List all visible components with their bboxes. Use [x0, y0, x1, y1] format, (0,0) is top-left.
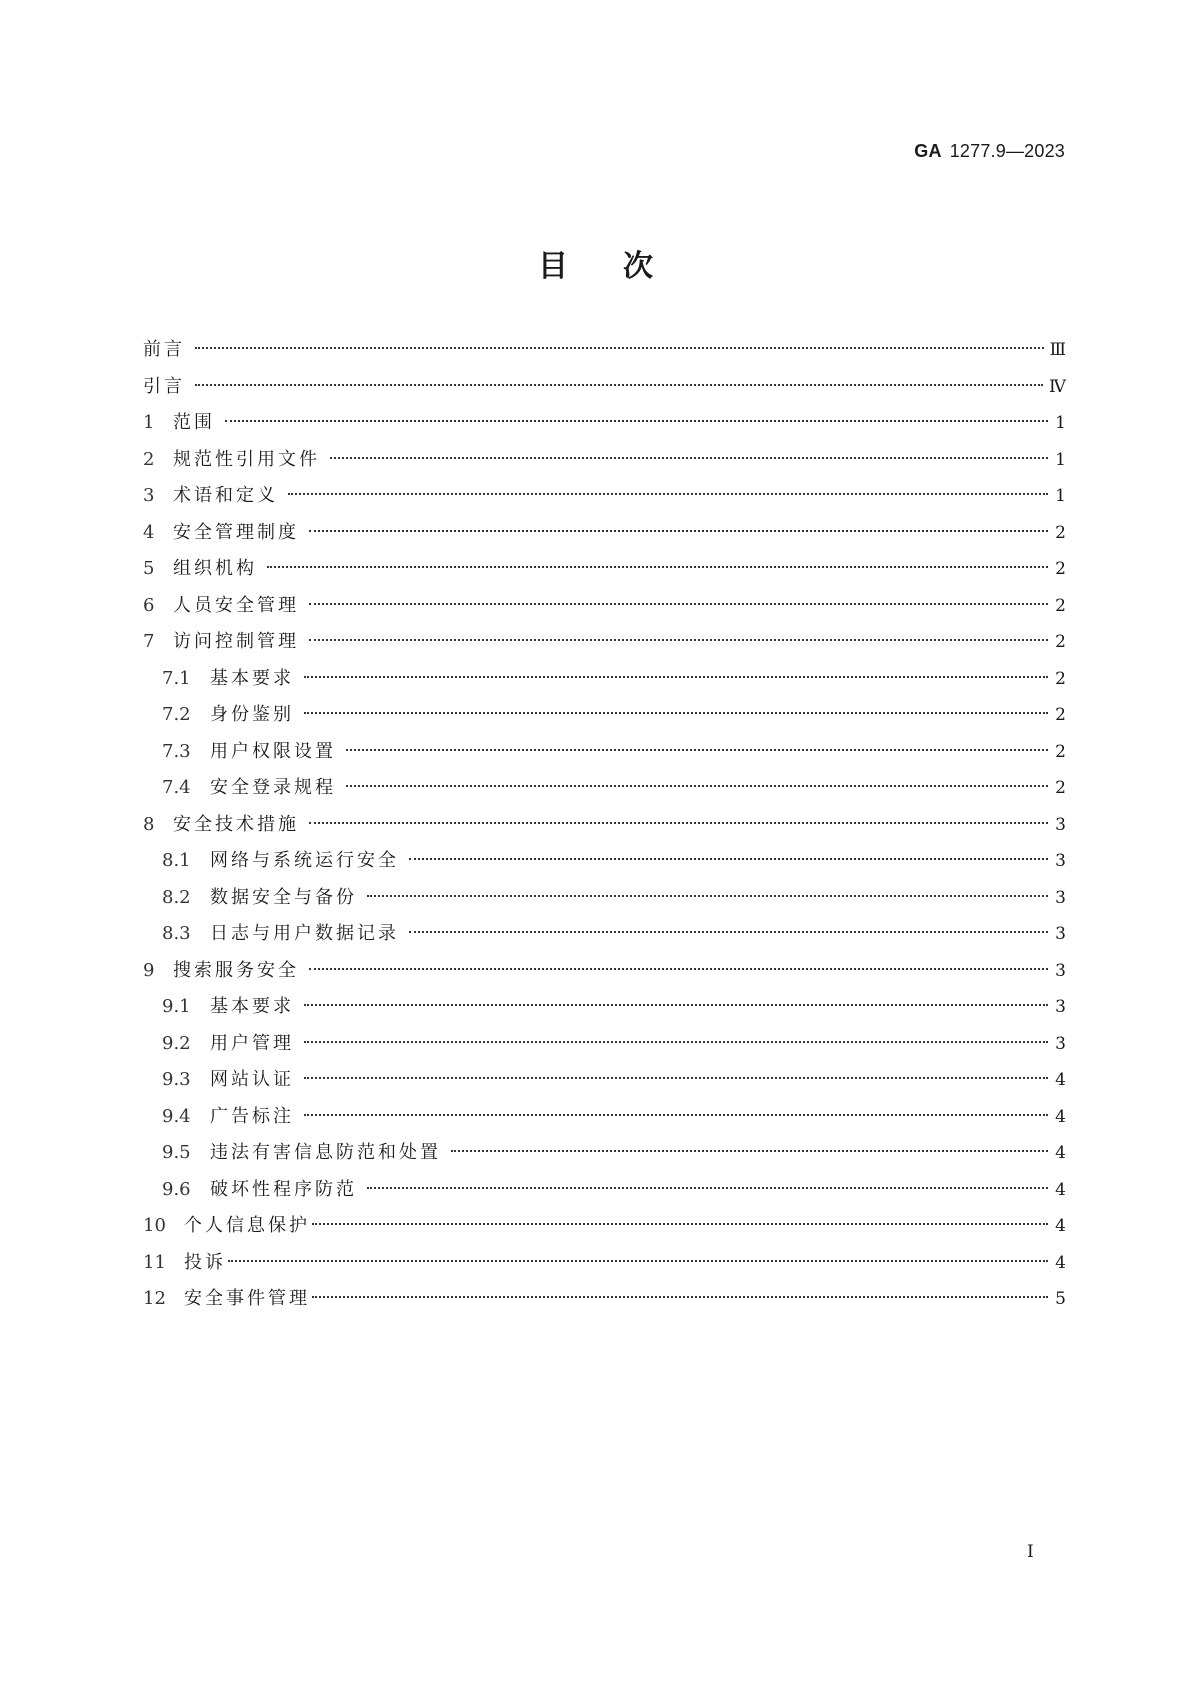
dot-leader — [228, 1260, 1048, 1262]
toc-label: 访问控制管理 — [173, 631, 299, 652]
table-of-contents — [143, 338, 1066, 1324]
dot-leader — [367, 895, 1048, 897]
toc-number: 7.4 — [162, 777, 191, 798]
toc-page: 4 — [1055, 1143, 1066, 1163]
toc-entry-9-3[interactable] — [143, 1068, 1066, 1105]
dot-leader — [409, 858, 1048, 860]
toc-label: 广告标注 — [210, 1105, 294, 1127]
toc-entry-8[interactable] — [143, 813, 1066, 850]
toc-number: 9.5 — [162, 1142, 191, 1163]
dot-leader — [195, 347, 1044, 349]
dot-leader — [309, 968, 1048, 970]
toc-page: Ⅲ — [1049, 340, 1066, 360]
toc-page: 3 — [1055, 851, 1066, 871]
toc-number: 9.1 — [162, 996, 191, 1017]
dot-leader — [330, 457, 1048, 459]
toc-entry-9-2[interactable] — [143, 1032, 1066, 1069]
toc-page: 4 — [1055, 1106, 1066, 1127]
toc-label: 用户权限设置 — [210, 740, 336, 762]
dot-leader — [195, 384, 1043, 386]
toc-label: 安全事件管理 — [184, 1288, 310, 1309]
toc-page: 2 — [1055, 632, 1066, 652]
toc-page: 3 — [1055, 960, 1066, 981]
toc-entry-6[interactable] — [143, 594, 1066, 631]
toc-label: 人员安全管理 — [173, 594, 299, 616]
toc-entry-7-4[interactable] — [143, 776, 1066, 813]
toc-number: 8 — [143, 813, 155, 835]
toc-page: 5 — [1055, 1289, 1066, 1309]
toc-entry-7-1[interactable] — [143, 667, 1066, 704]
toc-page: Ⅳ — [1049, 376, 1066, 397]
dot-leader — [312, 1296, 1048, 1298]
toc-label: 基本要求 — [210, 996, 294, 1017]
toc-entry-7[interactable] — [143, 630, 1066, 667]
dot-leader — [367, 1187, 1048, 1189]
toc-label: 破坏性程序防范 — [210, 1178, 357, 1200]
toc-entry-8-3[interactable] — [143, 922, 1066, 959]
toc-label: 基本要求 — [210, 667, 294, 689]
toc-entry-9-6[interactable] — [143, 1178, 1066, 1215]
dot-leader — [304, 1114, 1048, 1116]
dot-leader — [304, 712, 1048, 714]
toc-entry-foreword[interactable] — [143, 338, 1066, 375]
toc-entry-2[interactable] — [143, 448, 1066, 485]
dot-leader — [309, 822, 1048, 824]
toc-entry-12[interactable] — [143, 1287, 1066, 1324]
toc-page: 4 — [1055, 1070, 1066, 1090]
dot-leader — [304, 1077, 1048, 1079]
toc-label: 网站认证 — [210, 1069, 294, 1090]
toc-number: 8.2 — [162, 886, 191, 908]
toc-number: 7 — [143, 631, 155, 652]
dot-leader — [267, 566, 1048, 568]
toc-number: 9.2 — [162, 1032, 191, 1054]
toc-page: 2 — [1055, 595, 1066, 616]
toc-number: 3 — [143, 485, 155, 506]
dot-leader — [451, 1150, 1048, 1152]
toc-entry-8-2[interactable] — [143, 886, 1066, 923]
toc-label: 日志与用户数据记录 — [210, 923, 399, 944]
toc-number: 7.3 — [162, 740, 191, 762]
standard-prefix: GA — [914, 141, 942, 161]
dot-leader — [304, 1004, 1048, 1006]
toc-page: 2 — [1055, 522, 1066, 543]
toc-entry-8-1[interactable] — [143, 849, 1066, 886]
standard-number: 1277.9—2023 — [949, 141, 1065, 161]
toc-page: 2 — [1055, 559, 1066, 579]
toc-page: 2 — [1055, 778, 1066, 798]
toc-label: 规范性引用文件 — [173, 448, 320, 470]
toc-label: 安全登录规程 — [210, 777, 336, 798]
toc-entry-9-4[interactable] — [143, 1105, 1066, 1142]
toc-page: 3 — [1055, 887, 1066, 908]
toc-page: 3 — [1055, 814, 1066, 835]
toc-page: 2 — [1055, 741, 1066, 762]
toc-entry-1[interactable] — [143, 411, 1066, 448]
toc-label: 网络与系统运行安全 — [210, 850, 399, 871]
toc-number: 9.4 — [162, 1105, 191, 1127]
toc-number: 8.3 — [162, 923, 191, 944]
toc-page: 3 — [1055, 1033, 1066, 1054]
toc-label: 数据安全与备份 — [210, 886, 357, 908]
toc-label: 违法有害信息防范和处置 — [210, 1142, 441, 1163]
dot-leader — [312, 1223, 1048, 1225]
toc-label: 用户管理 — [210, 1032, 294, 1054]
standard-code — [914, 141, 1065, 162]
toc-label: 引言 — [143, 375, 185, 397]
toc-number: 9 — [143, 959, 155, 981]
toc-label: 身份鉴别 — [210, 704, 294, 725]
toc-entry-7-3[interactable] — [143, 740, 1066, 777]
toc-entry-5[interactable] — [143, 557, 1066, 594]
toc-number: 12 — [143, 1288, 166, 1309]
page-title: 目次 — [538, 249, 708, 284]
dot-leader — [309, 603, 1048, 605]
toc-page: 1 — [1055, 413, 1066, 433]
toc-page: 4 — [1055, 1252, 1066, 1273]
toc-page: 1 — [1055, 449, 1066, 470]
footer-page-number: I — [1027, 1542, 1034, 1562]
toc-entry-11[interactable] — [143, 1251, 1066, 1288]
toc-number: 11 — [143, 1251, 166, 1273]
toc-number: 9.3 — [162, 1069, 191, 1090]
dot-leader — [304, 1041, 1048, 1043]
toc-page: 4 — [1055, 1216, 1066, 1236]
toc-entry-4[interactable] — [143, 521, 1066, 558]
toc-entry-3[interactable] — [143, 484, 1066, 521]
dot-leader — [346, 749, 1048, 751]
toc-number: 8.1 — [162, 850, 191, 871]
toc-entry-introduction[interactable] — [143, 375, 1066, 412]
toc-number: 2 — [143, 448, 155, 470]
toc-page: 3 — [1055, 997, 1066, 1017]
toc-number: 1 — [143, 412, 155, 433]
dot-leader — [346, 785, 1048, 787]
toc-number: 4 — [143, 521, 155, 543]
dot-leader — [409, 931, 1048, 933]
toc-label: 组织机构 — [173, 558, 257, 579]
dot-leader — [288, 493, 1048, 495]
toc-entry-10[interactable] — [143, 1214, 1066, 1251]
toc-label: 搜索服务安全 — [173, 959, 299, 981]
dot-leader — [304, 676, 1048, 678]
toc-page: 1 — [1055, 486, 1066, 506]
toc-entry-9-5[interactable] — [143, 1141, 1066, 1178]
dot-leader — [225, 420, 1048, 422]
toc-entry-9[interactable] — [143, 959, 1066, 996]
dot-leader — [309, 530, 1048, 532]
toc-entry-9-1[interactable] — [143, 995, 1066, 1032]
toc-entry-7-2[interactable] — [143, 703, 1066, 740]
toc-label: 安全技术措施 — [173, 813, 299, 835]
toc-page: 2 — [1055, 668, 1066, 689]
toc-label: 术语和定义 — [173, 485, 278, 506]
toc-page: 2 — [1055, 705, 1066, 725]
toc-label: 投诉 — [184, 1251, 226, 1273]
toc-label: 范围 — [173, 412, 215, 433]
toc-number: 5 — [143, 558, 155, 579]
toc-number: 10 — [143, 1215, 166, 1236]
toc-label: 个人信息保护 — [184, 1215, 310, 1236]
toc-label: 安全管理制度 — [173, 521, 299, 543]
toc-label: 前言 — [143, 339, 185, 360]
toc-number: 7.1 — [162, 667, 191, 689]
toc-page: 4 — [1055, 1179, 1066, 1200]
toc-number: 9.6 — [162, 1178, 191, 1200]
toc-page: 3 — [1055, 924, 1066, 944]
dot-leader — [309, 639, 1048, 641]
toc-number: 6 — [143, 594, 155, 616]
toc-number: 7.2 — [162, 704, 191, 725]
